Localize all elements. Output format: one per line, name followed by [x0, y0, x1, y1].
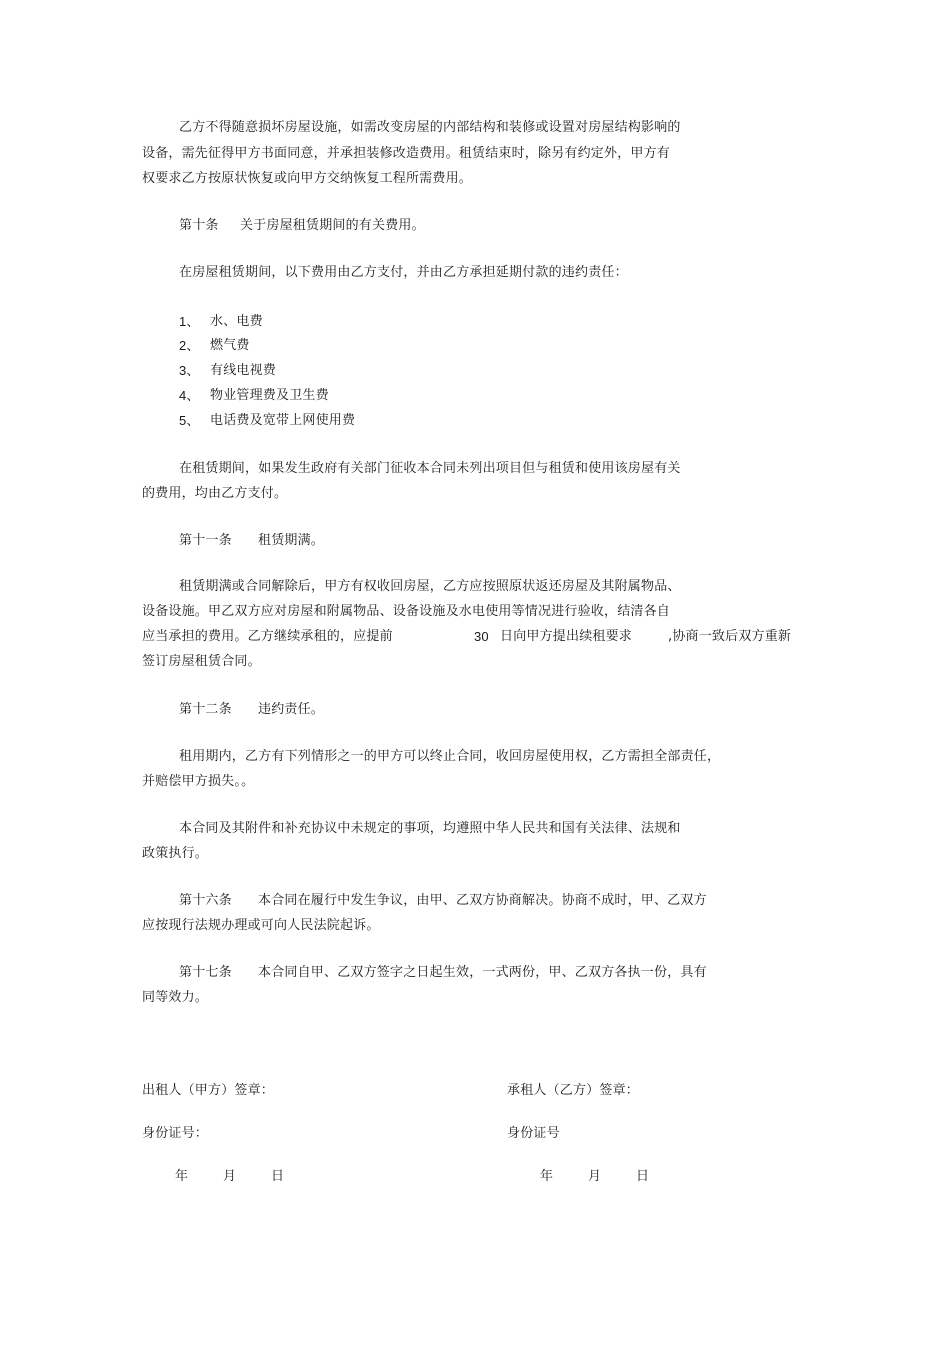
fee-item-5-text: 电话费及宽带上网使用费	[210, 413, 356, 428]
lessor-date-year: 年	[175, 1169, 189, 1184]
fee-item-1-number: 1、	[179, 314, 200, 329]
article-17-line1: 本合同自甲、乙双方签字之日起生效，一式两份，甲、乙双方各执一份，具有	[258, 965, 707, 980]
fee-item-2-text: 燃气费	[210, 338, 250, 353]
lessee-date-year: 年	[540, 1169, 554, 1184]
para4-line4: 签订房屋租赁合同。	[142, 654, 261, 669]
fee-item-4-text: 物业管理费及卫生费	[210, 388, 329, 403]
article-16-line1: 本合同在履行中发生争议，由甲、乙双方协商解决。协商不成时，甲、乙双方	[258, 893, 707, 908]
para4-line3-days: 30	[474, 629, 489, 644]
fee-item-1-text: 水、电费	[210, 314, 263, 329]
para4-line1: 租赁期满或合同解除后，甲方有权收回房屋，乙方应按照原状返还房屋及其附属物品、	[179, 579, 681, 594]
para3-line1: 在租赁期间，如果发生政府有关部门征收本合同未列出项目但与租赁和使用该房屋有关	[179, 461, 681, 476]
article-10-title: 关于房屋租赁期间的有关费用。	[240, 218, 425, 233]
para6-line2: 政策执行。	[142, 846, 209, 861]
para4-line3-part1: 应当承担的费用。乙方继续承租的，应提前	[142, 629, 393, 644]
para4-line3-part2: 日向甲方提出续租要求	[500, 629, 633, 644]
fee-item-3-text: 有线电视费	[210, 363, 277, 378]
article-12-number: 第十二条	[179, 702, 232, 717]
lessor-id-label: 身份证号：	[142, 1126, 209, 1141]
lessee-signature-label: 承租人（乙方）签章：	[507, 1083, 640, 1098]
para1-line1: 乙方不得随意损坏房屋设施，如需改变房屋的内部结构和装修或设置对房屋结构影响的	[179, 120, 681, 135]
fee-item-5-number: 5、	[179, 413, 200, 428]
para4-line2: 设备设施。甲乙双方应对房屋和附属物品、设备设施及水电使用等情况进行验收，结清各自	[142, 604, 671, 619]
lessor-date-month: 月	[223, 1169, 237, 1184]
para3-line2: 的费用，均由乙方支付。	[142, 486, 288, 501]
article-11-title: 租赁期满。	[258, 533, 325, 548]
article-17-number: 第十七条	[179, 965, 232, 980]
fee-item-3-number: 3、	[179, 363, 200, 378]
article-16-number: 第十六条	[179, 893, 232, 908]
lessor-signature-label: 出租人（甲方）签章：	[142, 1083, 275, 1098]
para5-line2: 并赔偿甲方损失。。	[142, 774, 255, 789]
lessor-date-day: 日	[271, 1169, 285, 1184]
article-10-number: 第十条	[179, 218, 219, 233]
article-12-title: 违约责任。	[258, 702, 325, 717]
fee-item-4-number: 4、	[179, 388, 200, 403]
para2: 在房屋租赁期间，以下费用由乙方支付，并由乙方承担延期付款的违约责任：	[179, 265, 628, 280]
lessee-date-day: 日	[636, 1169, 650, 1184]
article-16-line2: 应按现行法规办理或可向人民法院起诉。	[142, 918, 380, 933]
para1-line2: 设备，需先征得甲方书面同意，并承担装修改造费用。租赁结束时，除另有约定外，甲方有	[142, 146, 671, 161]
para1-line3: 权要求乙方按原状恢复或向甲方交纳恢复工程所需费用。	[142, 171, 473, 186]
lessee-date-month: 月	[588, 1169, 602, 1184]
fee-item-2-number: 2、	[179, 338, 200, 353]
article-17-line2: 同等效力。	[142, 990, 209, 1005]
lessee-id-label: 身份证号	[507, 1126, 560, 1141]
article-11-number: 第十一条	[179, 533, 232, 548]
para6-line1: 本合同及其附件和补充协议中未规定的事项，均遵照中华人民共和国有关法律、法规和	[179, 821, 681, 836]
para5-line1: 租用期内，乙方有下列情形之一的甲方可以终止合同，收回房屋使用权，乙方需担全部责任，	[179, 749, 721, 764]
para4-line3-part3: ,协商一致后双方重新	[668, 629, 792, 644]
